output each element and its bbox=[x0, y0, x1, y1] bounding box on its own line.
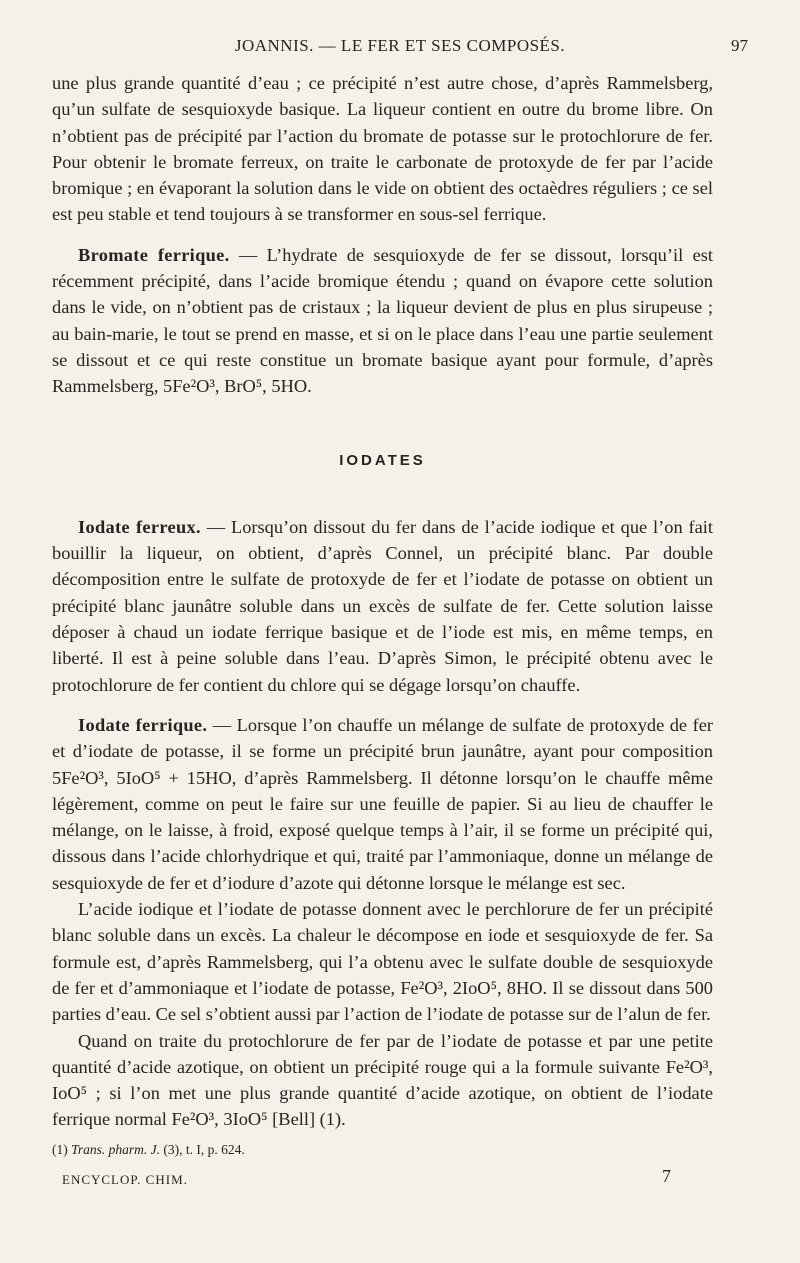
paragraph-acide-iodique: L’acide iodique et l’iodate de potasse donnent avec le perchlorure de fer un précipité blanc soluble dans un excès. La chaleur le décompose en iode et sesquioxyde de fer. Sa formule est, d’après Rammelsberg, qui l’a obtenu avec le sulfate double de sesquioxyde de fer et d’ammoniaque et l’iodate de potasse, Fe²O³, 2IoO⁵, 8HO. Il se dissout dans 500 parties d’eau. Ce sel s’obtient aussi par l’action de l’iodate de potasse sur de l’alun de fer. bbox=[52, 899, 713, 1025]
paragraph-iodate-ferreux bbox=[52, 514, 713, 698]
footnote-ref: (3), t. I, p. 624. bbox=[160, 1142, 245, 1157]
sheet-mark: 7 bbox=[662, 1166, 671, 1186]
page-number: 97 bbox=[731, 36, 748, 55]
text-iodate-ferreux: — Lorsqu’on dissout du fer dans de l’acide iodique et que l’on fait bouillir la liqueur, on obtient, d’après Connel, un précipité blanc. Par double décomposition entre le sulfate de protoxyde de fer et l’iodate de potasse on obtient un précipité blanc jaunâtre soluble dans un excès de sulfate de fer. Cette solution laisse déposer à chaud un iodate ferrique basique et de l’iode est mis, en même temps, en liberté. Il est à peine soluble dans l’eau. D’après Simon, le précipité obtenu avec le protochlorure de fer contient du chlore qui se dégage lorsqu’on chauffe. bbox=[52, 516, 713, 695]
paragraph-bromate-ferrique bbox=[52, 242, 713, 400]
paragraph-1: une plus grande quantité d’eau ; ce précipité n’est autre chose, d’après Rammelsberg, qu’un sulfate de sesquioxyde basique. La liqueur contient en outre du brome libre. On n’obtient pas de précipité par l’action du bromate de potasse sur le protochlorure de fer. Pour obtenir le bromate ferreux, on traite le carbonate de protoxyde de fer par l’acide bromique ; en évaporant la solution dans le vide on obtient des octaèdres réguliers ; ce sel est peu stable et tend toujours à se transformer en sous-sel ferrique. bbox=[52, 73, 713, 225]
paragraph-iodate-ferrique bbox=[52, 712, 713, 896]
running-title: JOANNIS. — LE FER ET SES COMPOSÉS. bbox=[234, 36, 566, 55]
footnote bbox=[52, 1142, 245, 1158]
heading-iodate-ferreux: Iodate ferreux. bbox=[78, 516, 201, 537]
heading-iodate-ferrique: Iodate ferrique. bbox=[78, 714, 208, 735]
section-title-iodates: IODATES bbox=[339, 451, 426, 469]
running-header bbox=[52, 36, 748, 60]
main-text bbox=[52, 70, 713, 1133]
paragraph-protochlorure: Quand on traite du protochlorure de fer par de l’iodate de potasse et par une petite quantité d’acide azotique, on obtient un précipité rouge qui a la formule suivante Fe²O³, IoO⁵ ; si l’on met une plus grande quantité d’acide azotique, on obtient de l’iodate ferrique normal Fe²O³, 3IoO⁵ [Bell] (1). bbox=[52, 1030, 713, 1130]
heading-bromate-ferrique: Bromate ferrique. bbox=[78, 244, 230, 265]
printer-signature: ENCYCLOP. CHIM. bbox=[62, 1172, 188, 1187]
footnote-source: Trans. pharm. J. bbox=[71, 1142, 161, 1157]
text-bromate-ferrique: — L’hydrate de sesquioxyde de fer se dissout, lorsqu’il est récemment précipité, dans l’acide bromique étendu ; quand on évapore cette solution dans le vide, on n’obtient pas de cristaux ; la liqueur devient de plus en plus sirupeuse ; au bain-marie, le tout se prend en masse, et si on le place dans l’eau une partie seulement se dissout et ce qui reste constitue un bromate basique ayant pour formule, d’après Rammelsberg, 5Fe²O³, BrO⁵, 5HO. bbox=[52, 244, 713, 397]
text-iodate-ferrique: — Lorsque l’on chauffe un mélange de sulfate de protoxyde de fer et d’iodate de potasse, il se forme un précipité brun jaunâtre, ayant pour composition 5Fe²O³, 5IoO⁵ + 15HO, d’après Rammelsberg. Il détonne lorsqu’on le chauffe même légèrement, comme on peut le faire sur une feuille de papier. Si au lieu de chauffer le mélange, on le laisse, à froid, exposé quelque temps à l’air, il se forme un précipité qui, dissous dans l’acide chlorhydrique et qui, traité par l’ammoniaque, donne un mélange de sesquioxyde de fer et d’iodure d’azote qui détonne lorsque le mélange est sec. bbox=[52, 714, 713, 893]
footnote-marker: (1) bbox=[52, 1142, 72, 1157]
